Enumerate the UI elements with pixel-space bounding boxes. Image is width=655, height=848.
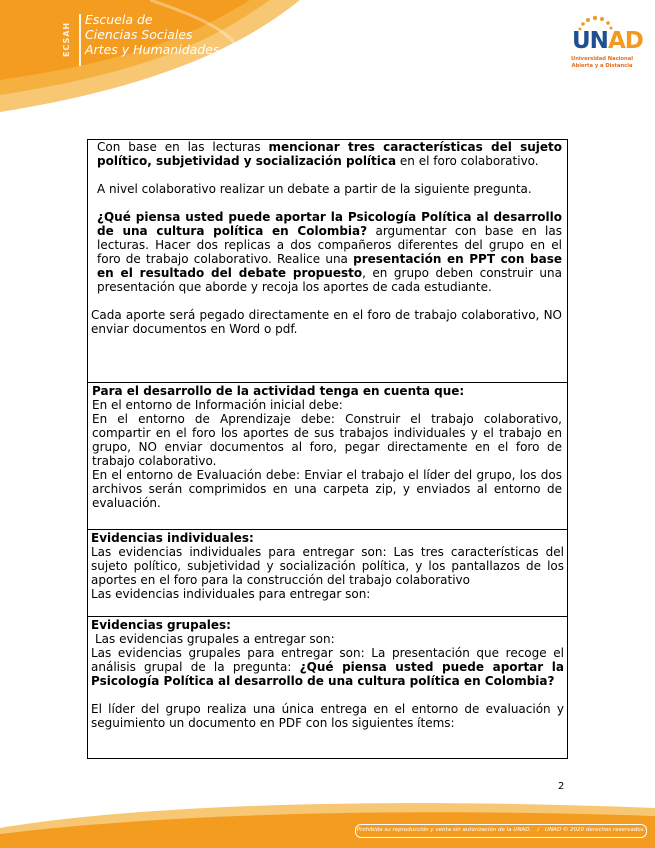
- unad-logo-subtitle: [563, 56, 641, 69]
- list-item: Las evidencias grupales a entregar son:: [95, 632, 335, 646]
- logo-un: UN: [572, 28, 608, 54]
- list-item: El líder del grupo realiza una única entrega en el entorno de evaluación y seguimiento un documento en PDF con los siguientes ítems:: [91, 702, 564, 730]
- list-item: En el entorno de Aprendizaje debe: Construir el trabajo colaborativo, compartir en el foro los aportes de sus trabajos individuales y el trabajo en grupo, NO enviar documentos al foro, pegar directamente en el foro de trabajo colaborativo.: [92, 412, 562, 468]
- section-title: Evidencias individuales:: [91, 531, 254, 545]
- instruction-paragraph: Con base en las lecturas mencionar tres características del sujeto político, subjetividad y socialización política en el foro colaborativo.: [97, 140, 562, 168]
- list-item: En el entorno de Información inicial debe:: [92, 398, 343, 412]
- individual-evidence-cell: [88, 529, 567, 616]
- page-number: 2: [558, 781, 565, 792]
- section-title: Evidencias grupales:: [91, 618, 231, 632]
- logo-sub-line: Abierta y a Distancia: [571, 62, 633, 69]
- school-name-line: Escuela de: [85, 12, 153, 27]
- considerations-cell: [88, 382, 567, 529]
- list-item: Las evidencias individuales para entregar son: Las tres características del sujeto político, subjetividad y socialización política, y los pantallazos de los aportes en el foro para la construcción del trabajo colaborativo: [91, 545, 564, 587]
- activity-table: [87, 139, 568, 759]
- footer-separator: /: [537, 827, 540, 833]
- instruction-paragraph: A nivel colaborativo realizar un debate a partir de la siguiente pregunta.: [97, 182, 532, 196]
- instructions-cell: [88, 140, 567, 382]
- list-item: En el entorno de Evaluación debe: Enviar el trabajo el líder del grupo, los dos archivos serán comprimidos en una carpeta zip, y enviados al entorno de evaluación.: [92, 468, 562, 510]
- school-acronym: ECSAH: [62, 21, 71, 57]
- logo-ad: AD: [607, 28, 643, 54]
- footer-right-text: UNAD © 2020 derechos reservados.: [545, 827, 646, 833]
- instruction-paragraph: ¿Qué piensa usted puede aportar la Psicología Política al desarrollo de una cultura política en Colombia? argumentar con base en las lecturas. Hacer dos replicas a dos compañeros diferentes del grupo en el foro de trabajo colaborativo. Realice una presentación en PPT con base en el resultado del debate propuesto, en grupo deben construir una presentación que aborde y recoja los aportes de cada estudiante.: [97, 210, 563, 294]
- school-name-line: Ciencias Sociales: [85, 27, 193, 42]
- group-evidence-cell: [88, 616, 567, 758]
- school-name: [85, 12, 219, 57]
- page-header: [0, 0, 655, 112]
- instruction-paragraph: Cada aporte será pegado directamente en el foro de trabajo colaborativo, NO enviar documentos en Word o pdf.: [91, 308, 562, 336]
- section-title: Para el desarrollo de la actividad tenga en cuenta que:: [92, 384, 465, 398]
- footer-wave-banner: [0, 798, 655, 848]
- school-name-line: Artes y Humanidades: [85, 42, 220, 57]
- unad-logo-word: [572, 28, 643, 54]
- footer-copyright: [355, 824, 647, 838]
- page-footer: [0, 798, 655, 848]
- list-item: Las evidencias individuales para entregar son:: [91, 587, 371, 601]
- logo-sub-line: Universidad Nacional: [571, 56, 633, 62]
- list-item: Las evidencias grupales para entregar son: La presentación que recoge el análisis grupal de la pregunta: ¿Qué piensa usted puede aportar la Psicología Política al desarrollo de una cultura política en Colombia?: [91, 646, 564, 688]
- footer-left-text: Prohibida su reproducción y venta sin autorización de la UNAD.: [356, 827, 532, 833]
- header-divider: [79, 14, 81, 66]
